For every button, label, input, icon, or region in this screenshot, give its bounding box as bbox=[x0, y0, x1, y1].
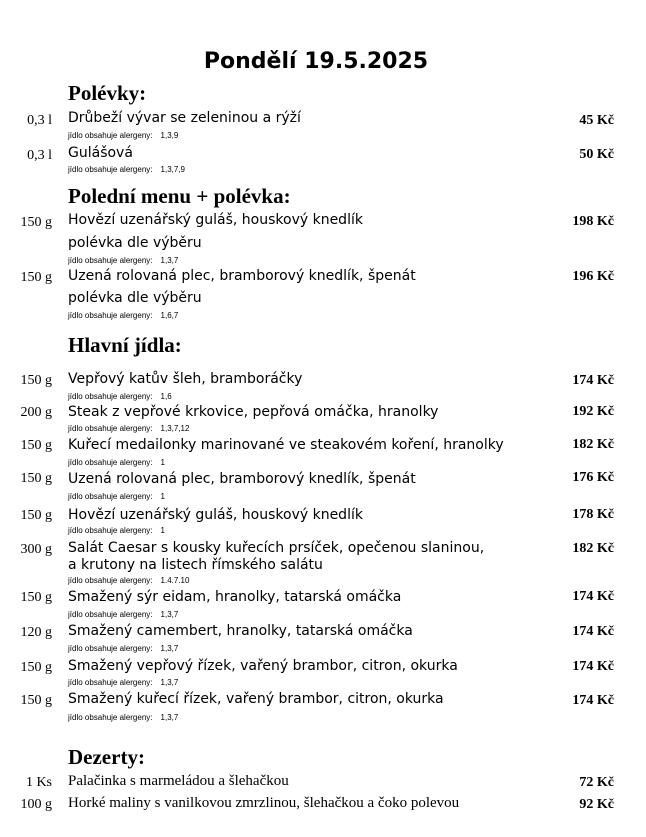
item-name: Gulášová bbox=[68, 145, 133, 161]
item-allergens bbox=[68, 131, 178, 140]
item-allergens bbox=[68, 256, 178, 265]
allergen-codes: 1 bbox=[160, 458, 165, 467]
item-quantity: 0,3 l bbox=[27, 148, 52, 163]
item-price: 45 Kč bbox=[579, 113, 614, 128]
item-allergens bbox=[68, 424, 189, 433]
item-price: 174 Kč bbox=[572, 659, 614, 674]
item-allergens bbox=[68, 610, 178, 619]
allergen-label: jídlo obsahuje alergeny: bbox=[68, 526, 153, 535]
item-quantity: 100 g bbox=[20, 797, 52, 812]
item-price: 176 Kč bbox=[572, 470, 614, 485]
item-name: Uzená rolovaná plec, bramborový knedlík, špenát bbox=[68, 268, 416, 284]
allergen-label: jídlo obsahuje alergeny: bbox=[68, 131, 153, 140]
allergen-label: jídlo obsahuje alergeny: bbox=[68, 458, 153, 467]
allergen-codes: 1,3,7,9 bbox=[160, 165, 185, 174]
item-quantity: 150 g bbox=[20, 508, 52, 523]
allergen-label: jídlo obsahuje alergeny: bbox=[68, 256, 153, 265]
item-price: 72 Kč bbox=[579, 775, 614, 790]
item-quantity: 150 g bbox=[20, 373, 52, 388]
item-price: 192 Kč bbox=[572, 404, 614, 419]
item-price: 174 Kč bbox=[572, 624, 614, 639]
allergen-label: jídlo obsahuje alergeny: bbox=[68, 644, 153, 653]
allergen-label: jídlo obsahuje alergeny: bbox=[68, 311, 153, 320]
item-quantity: 150 g bbox=[20, 438, 52, 453]
item-quantity: 150 g bbox=[20, 471, 52, 486]
item-price: 92 Kč bbox=[579, 797, 614, 812]
allergen-label: jídlo obsahuje alergeny: bbox=[68, 424, 153, 433]
item-name: Steak z vepřové krkovice, pepřová omáčka, hranolky bbox=[68, 404, 439, 420]
item-name: Hovězí uzenářský guláš, houskový knedlík bbox=[68, 507, 363, 523]
item-price: 196 Kč bbox=[572, 269, 614, 284]
allergen-codes: 1.4.7.10 bbox=[160, 576, 190, 585]
item-name: Salát Caesar s kousky kuřecích prsíček, opečenou slaninou, bbox=[68, 540, 485, 556]
allergen-codes: 1,3,7 bbox=[160, 678, 179, 687]
item-name: Drůbeží vývar se zeleninou a rýží bbox=[68, 110, 301, 126]
allergen-label: jídlo obsahuje alergeny: bbox=[68, 713, 153, 722]
item-allergens bbox=[68, 458, 165, 467]
item-price: 174 Kč bbox=[572, 589, 614, 604]
item-price: 50 Kč bbox=[579, 147, 614, 162]
section-heading-desserts: Dezerty: bbox=[68, 745, 145, 769]
item-allergens bbox=[68, 492, 165, 501]
item-allergens bbox=[68, 392, 172, 401]
item-name-line2: polévka dle výběru bbox=[68, 235, 202, 251]
item-name-line2: a krutony na listech římského salátu bbox=[68, 557, 323, 573]
allergen-label: jídlo obsahuje alergeny: bbox=[68, 492, 153, 501]
item-quantity: 150 g bbox=[20, 693, 52, 708]
item-name: Kuřecí medailonky marinované ve steakovém koření, hranolky bbox=[68, 437, 504, 453]
allergen-label: jídlo obsahuje alergeny: bbox=[68, 610, 153, 619]
allergen-label: jídlo obsahuje alergeny: bbox=[68, 576, 153, 585]
item-name: Vepřový katův šleh, bramboráčky bbox=[68, 371, 303, 387]
allergen-codes: 1,3,7 bbox=[160, 256, 179, 265]
item-name: Horké maliny s vanilkovou zmrzlinou, šlehačkou a čoko polevou bbox=[68, 795, 460, 811]
allergen-codes: 1,6 bbox=[160, 392, 172, 401]
item-allergens bbox=[68, 713, 178, 722]
item-price: 198 Kč bbox=[572, 214, 614, 229]
page-title: Pondělí 19.5.2025 bbox=[203, 49, 429, 74]
allergen-label: jídlo obsahuje alergeny: bbox=[68, 392, 153, 401]
allergen-codes: 1,3,7,12 bbox=[160, 424, 190, 433]
allergen-label: jídlo obsahuje alergeny: bbox=[68, 678, 153, 687]
item-name: Hovězí uzenářský guláš, houskový knedlík bbox=[68, 212, 363, 228]
item-quantity: 150 g bbox=[20, 660, 52, 675]
item-quantity: 120 g bbox=[20, 625, 52, 640]
section-heading-main-dishes: Hlavní jídla: bbox=[68, 333, 182, 357]
section-heading-soups: Polévky: bbox=[68, 81, 147, 105]
allergen-codes: 1,3,7 bbox=[160, 610, 179, 619]
item-price: 182 Kč bbox=[572, 541, 614, 556]
item-name: Smažený camembert, hranolky, tatarská omáčka bbox=[68, 623, 413, 639]
item-allergens bbox=[68, 165, 185, 174]
item-quantity: 0,3 l bbox=[27, 113, 52, 128]
item-name: Uzená rolovaná plec, bramborový knedlík, špenát bbox=[68, 471, 416, 487]
item-allergens bbox=[68, 311, 178, 320]
item-quantity: 300 g bbox=[20, 542, 52, 557]
item-allergens bbox=[68, 678, 178, 687]
item-quantity: 200 g bbox=[20, 405, 52, 420]
allergen-codes: 1,6,7 bbox=[160, 311, 179, 320]
item-name: Palačinka s marmeládou a šlehačkou bbox=[68, 773, 289, 789]
item-name: Smažený kuřecí řízek, vařený brambor, citron, okurka bbox=[68, 691, 444, 707]
allergen-codes: 1,3,9 bbox=[160, 131, 179, 140]
item-name: Smažený sýr eidam, hranolky, tatarská omáčka bbox=[68, 589, 402, 605]
allergen-label: jídlo obsahuje alergeny: bbox=[68, 165, 153, 174]
item-allergens bbox=[68, 526, 165, 535]
section-heading-lunch-menu: Polední menu + polévka: bbox=[68, 184, 291, 208]
item-quantity: 150 g bbox=[20, 270, 52, 285]
item-name: Smažený vepřový řízek, vařený brambor, citron, okurka bbox=[68, 658, 458, 674]
allergen-codes: 1,3,7 bbox=[160, 644, 179, 653]
allergen-codes: 1 bbox=[160, 526, 165, 535]
item-price: 182 Kč bbox=[572, 437, 614, 452]
item-price: 174 Kč bbox=[572, 373, 614, 388]
item-name-line2: polévka dle výběru bbox=[68, 290, 202, 306]
item-quantity: 150 g bbox=[20, 590, 52, 605]
item-quantity: 1 Ks bbox=[25, 775, 52, 790]
allergen-codes: 1 bbox=[160, 492, 165, 501]
item-allergens bbox=[68, 576, 189, 585]
item-quantity: 150 g bbox=[20, 215, 52, 230]
item-allergens bbox=[68, 644, 178, 653]
item-price: 174 Kč bbox=[572, 693, 614, 708]
allergen-codes: 1,3,7 bbox=[160, 713, 179, 722]
item-price: 178 Kč bbox=[572, 507, 614, 522]
